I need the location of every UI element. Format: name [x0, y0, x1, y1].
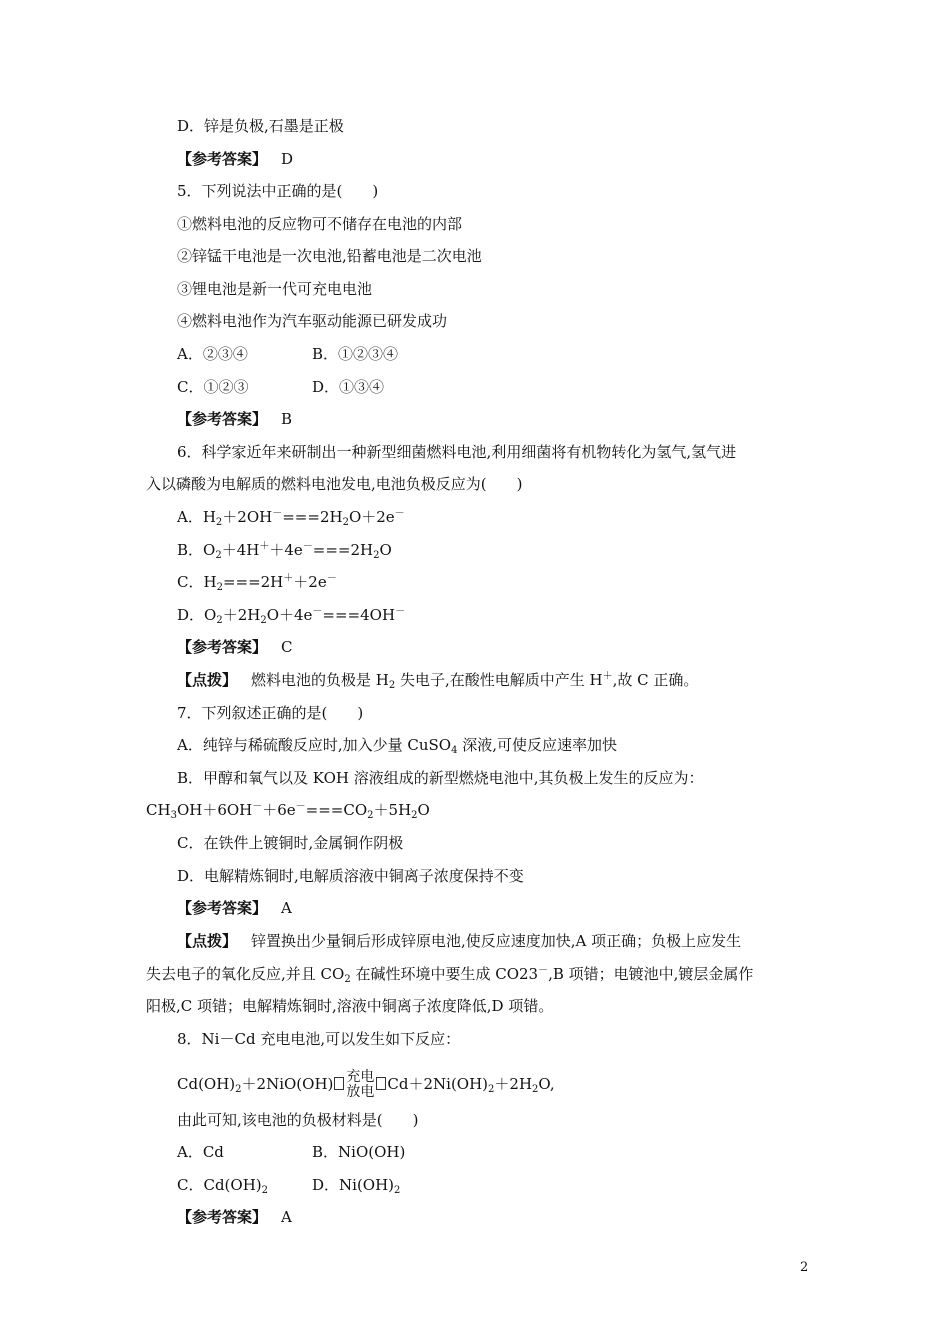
page-number: 2 — [800, 1260, 809, 1275]
q8-option-b: B．NiO(OH) — [312, 1143, 406, 1161]
reaction-conditions — [346, 1070, 374, 1100]
q6-option-b: B．$O_2+4H^++4e^-===2H_2O$ — [177, 541, 392, 561]
q5-options-cd — [177, 377, 385, 397]
q7-tip-line-1 — [177, 931, 741, 951]
tip-label: 【点拨】 — [177, 671, 238, 689]
answer-label: 【参考答案】 — [177, 150, 268, 168]
tip-text: 燃料电池的负极是 $H_2$ 失电子,在酸性电解质中产生 H＋,故 C 正确。 — [251, 671, 699, 691]
q7-option-d: D．电解精炼铜时,电解质溶液中铜离子浓度保持不变 — [177, 867, 524, 885]
q5-option-a: A．②③④ — [177, 345, 248, 363]
q8-option-a: A．Cd — [177, 1143, 224, 1161]
q7-tip-line-3: 阳极,C 项错；电解精炼铜时,溶液中铜离子浓度降低,D 项错。 — [146, 997, 554, 1015]
answer-label: 【参考答案】 — [177, 410, 268, 428]
q4-option-d: D．锌是负极,石墨是正极 — [177, 117, 344, 135]
answer-value: B — [281, 410, 293, 428]
q8-option-c: C．$Cd(OH)_2$ — [177, 1176, 269, 1196]
q7-stem: 7．下列叙述正确的是( ) — [177, 704, 364, 722]
discharge-label: 放电 — [346, 1084, 375, 1100]
answer-label: 【参考答案】 — [177, 899, 268, 917]
q6-stem-line-2: 入以磷酸为电解质的燃料电池发电,电池负极反应为( ) — [146, 475, 523, 493]
answer-label: 【参考答案】 — [177, 638, 268, 656]
arrow-glyph — [334, 1077, 344, 1090]
q5-answer — [177, 409, 292, 429]
arrow-glyph — [376, 1077, 386, 1090]
tip-text: 锌置换出少量铜后形成锌原电池,使反应速度加快,A 项正确；负极上应发生 — [251, 932, 742, 950]
q7-option-a: A．纯锌与稀硫酸反应时,加入少量 CuSO$_4$ 深液,可使反应速率加快 — [177, 736, 618, 756]
q6-stem-line-1: 6．科学家近年来研制出一种新型细菌燃料电池,利用细菌将有机物转化为氢气,氢气进 — [177, 443, 737, 461]
q5-option-c: C．①②③ — [177, 378, 249, 396]
q8-options-cd — [177, 1175, 401, 1196]
q5-stem: 5．下列说法中正确的是( ) — [177, 182, 379, 200]
q5-options-ab — [177, 344, 399, 364]
tip-label: 【点拨】 — [177, 932, 238, 950]
q5-statement-2: ②锌锰干电池是一次电池,铅蓄电池是二次电池 — [177, 247, 482, 265]
q5-statement-3: ③锂电池是新一代可充电电池 — [177, 280, 373, 298]
answer-value: A — [281, 1208, 292, 1226]
q5-option-b: B．①②③④ — [312, 345, 399, 363]
q7-answer — [177, 898, 292, 918]
q4-answer — [177, 149, 293, 169]
q8-options-ab — [177, 1142, 406, 1162]
q6-tip — [177, 670, 698, 690]
q6-option-c: C．$H_2===2H^++2e^-$ — [177, 573, 337, 593]
q5-option-d: D．①③④ — [312, 378, 385, 396]
q7-option-b-equation: $CH_3OH+6OH^-+6e^-===CO_2+5H_2O$ — [146, 801, 430, 821]
q5-statement-4: ④燃料电池作为汽车驱动能源已研发成功 — [177, 312, 448, 330]
answer-value: A — [281, 899, 292, 917]
charge-label: 充电 — [346, 1069, 375, 1085]
answer-label: 【参考答案】 — [177, 1208, 268, 1226]
q6-option-d: D．$O_2+2H_2O+4e^-===4OH^-$ — [177, 606, 406, 626]
answer-value: D — [281, 150, 294, 168]
q8-reaction: $Cd(OH)_2+2NiO(OH)$ 充电 放电 $Cd+2Ni(OH)_2+2H_2O$, — [177, 1069, 555, 1100]
answer-value: C — [281, 638, 293, 656]
q8-option-d: D．$Ni(OH)_2$ — [312, 1176, 401, 1196]
q7-option-c: C．在铁件上镀铜时,金属铜作阴极 — [177, 834, 404, 852]
q8-stem: 8．Ni－Cd 充电电池,可以发生如下反应： — [177, 1030, 461, 1048]
q8-answer — [177, 1207, 292, 1227]
q7-option-b: B．甲醇和氧气以及 KOH 溶液组成的新型燃烧电池中,其负极上发生的反应为： — [177, 769, 704, 787]
q6-option-a: A．$H_2+2OH^-===2H_2O+2e^-$ — [177, 508, 405, 528]
q5-statement-1: ①燃料电池的反应物可不储存在电池的内部 — [177, 215, 463, 233]
q8-conclusion: 由此可知,该电池的负极材料是( ) — [177, 1111, 419, 1129]
q6-answer — [177, 637, 293, 657]
q7-tip-line-2: 失去电子的氧化反应,并且 $CO_2$ 在碱性环境中要生成 CO23－,B 项错；电镀池中,镀层金属作 — [146, 965, 754, 985]
